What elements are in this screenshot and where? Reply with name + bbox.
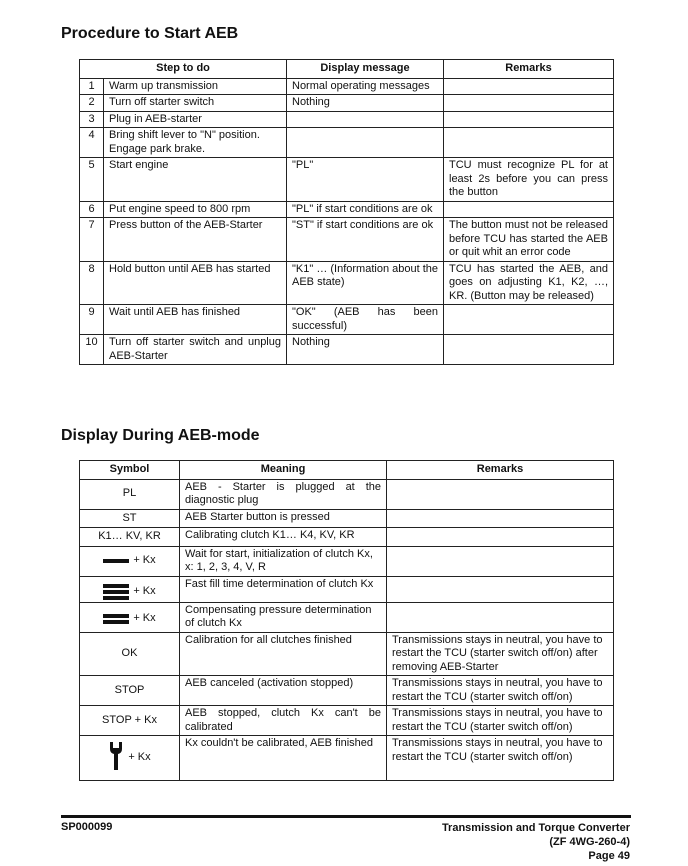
display-message	[287, 111, 444, 128]
table-row	[80, 261, 614, 305]
page-number: Page 49	[588, 850, 630, 862]
display-message: "ST" if start conditions are ok	[287, 218, 444, 262]
step-number: 9	[80, 305, 104, 335]
step-number: 3	[80, 111, 104, 128]
remarks	[387, 509, 614, 528]
triple-bar-icon	[103, 584, 129, 600]
symbol-text: + Kx	[133, 584, 156, 597]
step-text: Press button of the AEB-Starter	[104, 218, 287, 262]
step-text: Hold button until AEB has started	[104, 261, 287, 305]
meaning: Fast fill time determination of clutch Kx	[180, 576, 387, 602]
display-message	[287, 128, 444, 158]
header-symbol: Symbol	[80, 461, 180, 480]
display-message: "PL" if start conditions are ok	[287, 201, 444, 218]
step-number: 10	[80, 335, 104, 365]
header-display-message: Display message	[287, 60, 444, 79]
header-remarks: Remarks	[387, 461, 614, 480]
step-number: 5	[80, 158, 104, 202]
display-message: "OK" (AEB has been successful)	[287, 305, 444, 335]
symbol-cell: PL	[80, 479, 180, 509]
display-message: Nothing	[287, 95, 444, 112]
procedure-header-row	[80, 60, 614, 79]
symbol-cell: ST	[80, 509, 180, 528]
meaning: Kx couldn't be calibrated, AEB finished	[180, 736, 387, 781]
remarks	[387, 602, 614, 632]
meaning: AEB canceled (activation stopped)	[180, 676, 387, 706]
footer-info	[442, 821, 630, 863]
header-meaning: Meaning	[180, 461, 387, 480]
header-step-to-do: Step to do	[80, 60, 287, 79]
table-row	[80, 111, 614, 128]
meaning: Calibration for all clutches finished	[180, 632, 387, 676]
remarks: TCU has started the AEB, and goes on adjusting K1, K2, …, KR. (Button may be released)	[444, 261, 614, 305]
remarks: The button must not be released before TCU has started the AEB or quit whit an error code	[444, 218, 614, 262]
table-row	[80, 546, 614, 576]
wrench-icon	[108, 741, 124, 776]
table-row	[80, 602, 614, 632]
table-row	[80, 706, 614, 736]
header-remarks: Remarks	[444, 60, 614, 79]
remarks: Transmissions stays in neutral, you have to restart the TCU (starter switch off/on)	[387, 736, 614, 781]
meaning: Wait for start, initialization of clutch Kx, x: 1, 2, 3, 4, V, R	[180, 546, 387, 576]
remarks	[387, 546, 614, 576]
meaning: Calibrating clutch K1… K4, KV, KR	[180, 528, 387, 547]
table-row	[80, 509, 614, 528]
symbol-text: + Kx	[133, 554, 156, 567]
remarks	[444, 201, 614, 218]
remarks	[444, 78, 614, 95]
procedure-table	[79, 59, 614, 365]
step-number: 1	[80, 78, 104, 95]
step-text: Turn off starter switch and unplug AEB-Starter	[104, 335, 287, 365]
remarks: Transmissions stays in neutral, you have to restart the TCU (starter switch off/on)	[387, 706, 614, 736]
meaning: Compensating pressure determination of clutch Kx	[180, 602, 387, 632]
table-row	[80, 576, 614, 602]
step-text: Turn off starter switch	[104, 95, 287, 112]
symbol-cell	[80, 602, 180, 632]
step-text: Warm up transmission	[104, 78, 287, 95]
symbol-cell	[80, 546, 180, 576]
table-row	[80, 78, 614, 95]
display-mode-table	[79, 460, 614, 781]
table-row	[80, 128, 614, 158]
footer-product: Transmission and Torque Converter	[441, 822, 630, 834]
step-number: 4	[80, 128, 104, 158]
step-text: Plug in AEB-starter	[104, 111, 287, 128]
remarks: TCU must recognize PL for at least 2s before you can press the button	[444, 158, 614, 202]
remarks	[387, 528, 614, 547]
remarks	[444, 111, 614, 128]
display-message: Normal operating messages	[287, 78, 444, 95]
footer-divider	[61, 815, 631, 818]
step-number: 6	[80, 201, 104, 218]
remarks	[387, 576, 614, 602]
table-row	[80, 305, 614, 335]
display-message: "K1" … (Information about the AEB state)	[287, 261, 444, 305]
table-row	[80, 158, 614, 202]
remarks	[444, 335, 614, 365]
table-row	[80, 95, 614, 112]
symbol-cell: STOP + Kx	[80, 706, 180, 736]
step-number: 8	[80, 261, 104, 305]
remarks	[387, 479, 614, 509]
table-row	[80, 528, 614, 547]
table-row	[80, 335, 614, 365]
remarks: Transmissions stays in neutral, you have to restart the TCU (starter switch off/on)	[387, 676, 614, 706]
symbol-cell: STOP	[80, 676, 180, 706]
meaning: AEB stopped, clutch Kx can't be calibrated	[180, 706, 387, 736]
symbol-cell: OK	[80, 632, 180, 676]
symbol-cell	[80, 576, 180, 602]
meaning: AEB Starter button is pressed	[180, 509, 387, 528]
table-row	[80, 736, 614, 781]
step-text: Bring shift lever to "N" position. Engage park brake.	[104, 128, 287, 158]
display-mode-title: Display During AEB-mode	[61, 427, 260, 444]
double-bar-icon	[103, 614, 129, 624]
table-row	[80, 218, 614, 262]
step-text: Put engine speed to 800 rpm	[104, 201, 287, 218]
step-number: 7	[80, 218, 104, 262]
table-row	[80, 479, 614, 509]
remarks	[444, 95, 614, 112]
meaning: AEB - Starter is plugged at the diagnostic plug	[180, 479, 387, 509]
remarks	[444, 305, 614, 335]
display-message: "PL"	[287, 158, 444, 202]
symbol-text: + Kx	[133, 611, 156, 624]
step-text: Start engine	[104, 158, 287, 202]
procedure-title: Procedure to Start AEB	[61, 25, 239, 42]
remarks	[444, 128, 614, 158]
table-row	[80, 632, 614, 676]
footer-doc-code: SP000099	[61, 821, 113, 833]
single-bar-icon	[103, 559, 129, 563]
display-message: Nothing	[287, 335, 444, 365]
symbol-cell	[80, 736, 180, 781]
display-header-row	[80, 461, 614, 480]
table-row	[80, 676, 614, 706]
table-row	[80, 201, 614, 218]
remarks: Transmissions stays in neutral, you have to restart the TCU (starter switch off/on) after removing AEB-Starter	[387, 632, 614, 676]
symbol-cell: K1… KV, KR	[80, 528, 180, 547]
symbol-text: + Kx	[128, 751, 151, 764]
footer-model: (ZF 4WG-260-4)	[549, 836, 630, 848]
step-text: Wait until AEB has finished	[104, 305, 287, 335]
step-number: 2	[80, 95, 104, 112]
